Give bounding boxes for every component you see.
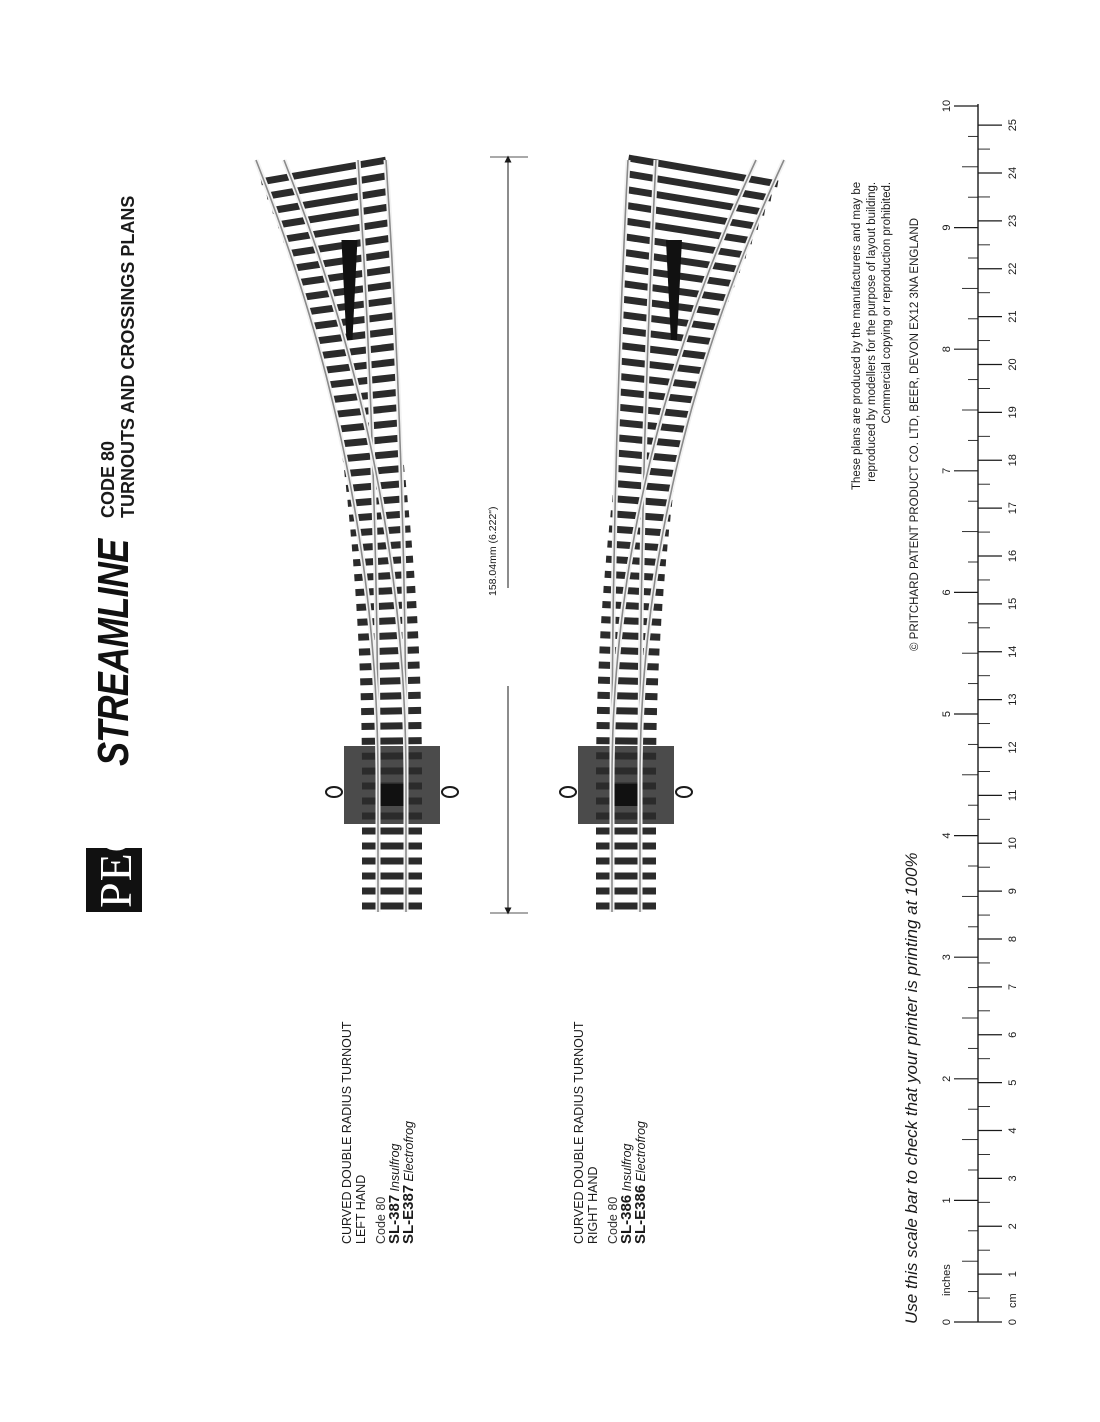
plan-name-line-2: LEFT HAND: [354, 1174, 368, 1244]
sleeper: [358, 631, 418, 640]
brand-logo: PECO: [90, 786, 141, 908]
dimension-line: [490, 157, 528, 913]
copyright-line: © PRITCHARD PATENT PRODUCT CO. LTD, BEER, DEVON EX12 3NA ENGLAND: [909, 218, 921, 651]
turnout-right-hand: [560, 155, 784, 912]
inch-tick-label: 7: [941, 467, 953, 474]
cm-tick-label: 3: [1007, 1175, 1019, 1182]
sleeper: [335, 404, 400, 418]
mounting-lug: [326, 787, 342, 797]
sleeper: [596, 828, 656, 835]
cm-tick-label: 14: [1007, 645, 1019, 658]
sleeper: [600, 631, 660, 640]
turnout-left-hand: [256, 157, 458, 912]
cm-tick-label: 20: [1007, 358, 1019, 371]
cm-tick-label: 9: [1007, 888, 1019, 895]
inch-tick-label: 5: [941, 710, 953, 718]
catalogue-number: SL-E386: [632, 1184, 649, 1244]
inch-tick-label: 6: [941, 589, 953, 596]
sleeper: [361, 722, 421, 730]
tiebar: [378, 784, 406, 806]
sleeper: [362, 737, 422, 745]
cm-tick-label: 13: [1007, 693, 1019, 706]
sleeper: [359, 646, 419, 655]
mounting-lug: [442, 787, 458, 797]
plan-code: Code 80: [374, 1196, 388, 1244]
sleeper: [362, 873, 422, 880]
cm-tick-label: 16: [1007, 549, 1019, 563]
cm-tick-label: 21: [1007, 310, 1019, 323]
cm-tick-label: 19: [1007, 406, 1019, 419]
sleeper: [327, 374, 398, 389]
tiebar: [612, 784, 640, 806]
sleeper: [596, 888, 656, 895]
cm-tick-label: 7: [1007, 983, 1019, 990]
inch-tick-label: 4: [941, 832, 953, 839]
sleeper: [617, 419, 687, 433]
notice-line-2: reproduced by modellers for the purpose of layout building.: [866, 181, 878, 482]
notice-line-1: These plans are produced by the manufacturers and may be: [851, 181, 863, 490]
inch-tick-label: 3: [941, 954, 953, 961]
sleeper: [360, 677, 420, 686]
sleeper: [319, 343, 396, 359]
cm-tick-label: 17: [1007, 502, 1019, 515]
sleeper: [362, 858, 422, 865]
inch-tick-label: 10: [941, 99, 953, 113]
sleeper: [361, 707, 421, 715]
catalogue-number: SL-386: [618, 1194, 635, 1244]
cm-tick-label: 6: [1007, 1031, 1019, 1038]
cm-tick-label: 12: [1007, 741, 1019, 754]
sleeper: [620, 342, 709, 360]
sleeper: [618, 388, 695, 403]
sleeper: [597, 722, 657, 730]
inch-tick-label: 9: [941, 224, 953, 231]
cm-tick-label: 5: [1007, 1079, 1019, 1086]
inch-unit-label: inches: [941, 1264, 953, 1296]
title-line-2: TURNOUTS AND CROSSINGS PLANS: [118, 195, 138, 518]
sleeper: [599, 662, 659, 671]
frog-type: Insulfrog: [620, 1143, 634, 1192]
plan-name-line-2: RIGHT HAND: [586, 1166, 600, 1244]
sleeper: [618, 373, 699, 389]
product-line-logo: STREAMLINE: [89, 539, 138, 766]
sleeper: [315, 328, 396, 345]
cm-tick-label: 15: [1007, 597, 1019, 611]
cm-tick-label: 10: [1007, 837, 1019, 850]
cm-tick-label: 25: [1007, 119, 1019, 132]
sleeper: [362, 903, 422, 910]
frog-type: Electrofrog: [402, 1121, 416, 1182]
sleeper: [596, 737, 656, 745]
sleeper: [598, 677, 658, 686]
inch-tick-label: 1: [941, 1197, 953, 1204]
dimension-label: 158.04mm (6.222"): [487, 506, 499, 596]
cm-tick-label: 23: [1007, 214, 1019, 228]
sleeper: [357, 616, 417, 626]
cm-unit-label: cm: [1007, 1293, 1019, 1308]
scale-hint: Use this scale bar to check that your printer is printing at 100%: [902, 852, 921, 1324]
catalogue-number: SL-E387: [400, 1184, 417, 1244]
sleeper: [619, 358, 704, 375]
title-line-1: CODE 80: [98, 440, 118, 518]
sleeper: [596, 858, 656, 865]
frog-type: Electrofrog: [634, 1121, 648, 1182]
sleeper: [597, 707, 657, 715]
cm-tick-label: 22: [1007, 262, 1019, 275]
scale-bar: [941, 100, 1019, 1325]
mounting-lug: [676, 787, 692, 797]
cm-tick-label: 11: [1007, 789, 1019, 802]
cm-tick-label: 24: [1007, 166, 1019, 180]
mounting-lug: [560, 787, 576, 797]
sleeper: [596, 903, 656, 910]
cm-tick-label: 0: [1007, 1318, 1019, 1326]
sleeper: [618, 404, 692, 419]
cm-tick-label: 18: [1007, 454, 1019, 467]
inch-tick-label: 2: [941, 1075, 953, 1082]
catalogue-number: SL-387: [386, 1194, 403, 1244]
sleeper: [596, 843, 656, 850]
cm-tick-label: 1: [1007, 1271, 1019, 1278]
sleeper: [620, 327, 714, 346]
cm-tick-label: 8: [1007, 935, 1019, 943]
sleeper: [361, 692, 421, 700]
cm-tick-label: 4: [1007, 1127, 1019, 1134]
sleeper: [617, 434, 684, 447]
sleeper: [628, 155, 778, 188]
inch-tick-label: 0: [941, 1318, 953, 1326]
cm-tick-label: 2: [1007, 1223, 1019, 1230]
sleeper: [599, 646, 659, 655]
frog-type: Insulfrog: [388, 1143, 402, 1192]
plan-name-line-1: CURVED DOUBLE RADIUS TURNOUT: [572, 1021, 586, 1244]
sleeper: [362, 888, 422, 895]
inch-tick-label: 8: [941, 346, 953, 353]
sleeper: [597, 692, 657, 700]
sleeper: [323, 358, 397, 373]
plan-name-line-1: CURVED DOUBLE RADIUS TURNOUT: [340, 1021, 354, 1244]
plan-code: Code 80: [606, 1196, 620, 1244]
sleeper: [362, 828, 422, 835]
notice-line-3: Commercial copying or reproduction prohibited.: [881, 181, 893, 424]
sleeper: [356, 601, 416, 611]
sleeper: [362, 843, 422, 850]
sleeper: [331, 389, 398, 403]
sleeper: [596, 873, 656, 880]
sleeper: [360, 662, 420, 671]
